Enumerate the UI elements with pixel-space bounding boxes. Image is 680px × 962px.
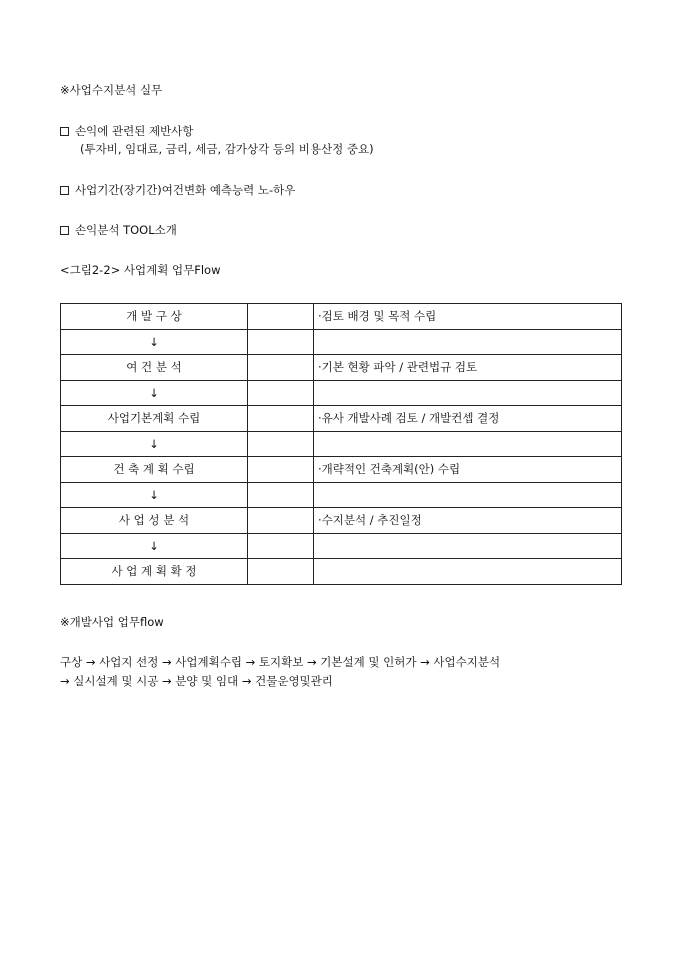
empty-cell (248, 329, 314, 355)
table-row (61, 380, 622, 406)
checkbox-icon (60, 127, 69, 136)
empty-cell (248, 457, 314, 483)
flow-step: 여 건 분 석 (61, 355, 248, 381)
empty-cell (314, 482, 622, 508)
figure-caption: <그림2-2> 사업계획 업무Flow (60, 263, 221, 277)
bullet-text: 손익에 관련된 제반사항 (75, 124, 194, 138)
flow-description: ·검토 배경 및 목적 수립 (314, 304, 622, 330)
business-plan-flow-table (60, 303, 622, 585)
table-row (61, 482, 622, 508)
checkbox-icon (60, 226, 69, 235)
empty-cell (248, 304, 314, 330)
down-arrow-icon: ↓ (61, 431, 248, 457)
flow-description: ·유사 개발사례 검토 / 개발컨셉 결정 (314, 406, 622, 432)
flow-description (314, 559, 622, 585)
table-row (61, 508, 622, 534)
bullet-subtext: (투자비, 임대료, 금리, 세금, 감가상각 등의 비용산정 중요) (80, 142, 374, 156)
table-row (61, 559, 622, 585)
empty-cell (248, 355, 314, 381)
flow-step: 사 업 성 분 석 (61, 508, 248, 534)
bullet-item (60, 123, 193, 139)
bullet-item (60, 182, 295, 198)
table-row (61, 406, 622, 432)
flow-step: 개 발 구 상 (61, 304, 248, 330)
bullet-text: 사업기간(장기간)여건변화 예측능력 노-하우 (75, 183, 296, 197)
section-heading-profitability: ※사업수지분석 실무 (60, 83, 163, 97)
bullet-text: 손익분석 TOOL소개 (75, 223, 177, 237)
checkbox-icon (60, 186, 69, 195)
empty-cell (314, 431, 622, 457)
dev-flow-line: → 실시설계 및 시공 → 분양 및 임대 → 건물운영및관리 (60, 674, 333, 688)
flow-description: ·수지분석 / 추진일정 (314, 508, 622, 534)
empty-cell (248, 533, 314, 559)
empty-cell (314, 329, 622, 355)
flow-step: 건 축 계 획 수립 (61, 457, 248, 483)
empty-cell (248, 406, 314, 432)
table-row (61, 457, 622, 483)
bullet-item (60, 222, 177, 238)
table-row (61, 329, 622, 355)
table-row (61, 431, 622, 457)
empty-cell (248, 482, 314, 508)
table-row (61, 355, 622, 381)
empty-cell (314, 380, 622, 406)
empty-cell (248, 431, 314, 457)
empty-cell (248, 508, 314, 534)
empty-cell (248, 380, 314, 406)
table-row (61, 533, 622, 559)
down-arrow-icon: ↓ (61, 533, 248, 559)
empty-cell (314, 533, 622, 559)
flow-description: ·기본 현황 파악 / 관련법규 검토 (314, 355, 622, 381)
flow-step: 사 업 계 획 확 정 (61, 559, 248, 585)
dev-flow-line: 구상 → 사업지 선정 → 사업계획수립 → 토지확보 → 기본설계 및 인허가 → 사업수지분석 (60, 655, 501, 669)
empty-cell (248, 559, 314, 585)
down-arrow-icon: ↓ (61, 329, 248, 355)
flow-description: ·개략적인 건축계획(안) 수립 (314, 457, 622, 483)
table-row (61, 304, 622, 330)
down-arrow-icon: ↓ (61, 482, 248, 508)
section-heading-dev-flow: ※개발사업 업무flow (60, 615, 164, 629)
flow-step: 사업기본계획 수립 (61, 406, 248, 432)
down-arrow-icon: ↓ (61, 380, 248, 406)
